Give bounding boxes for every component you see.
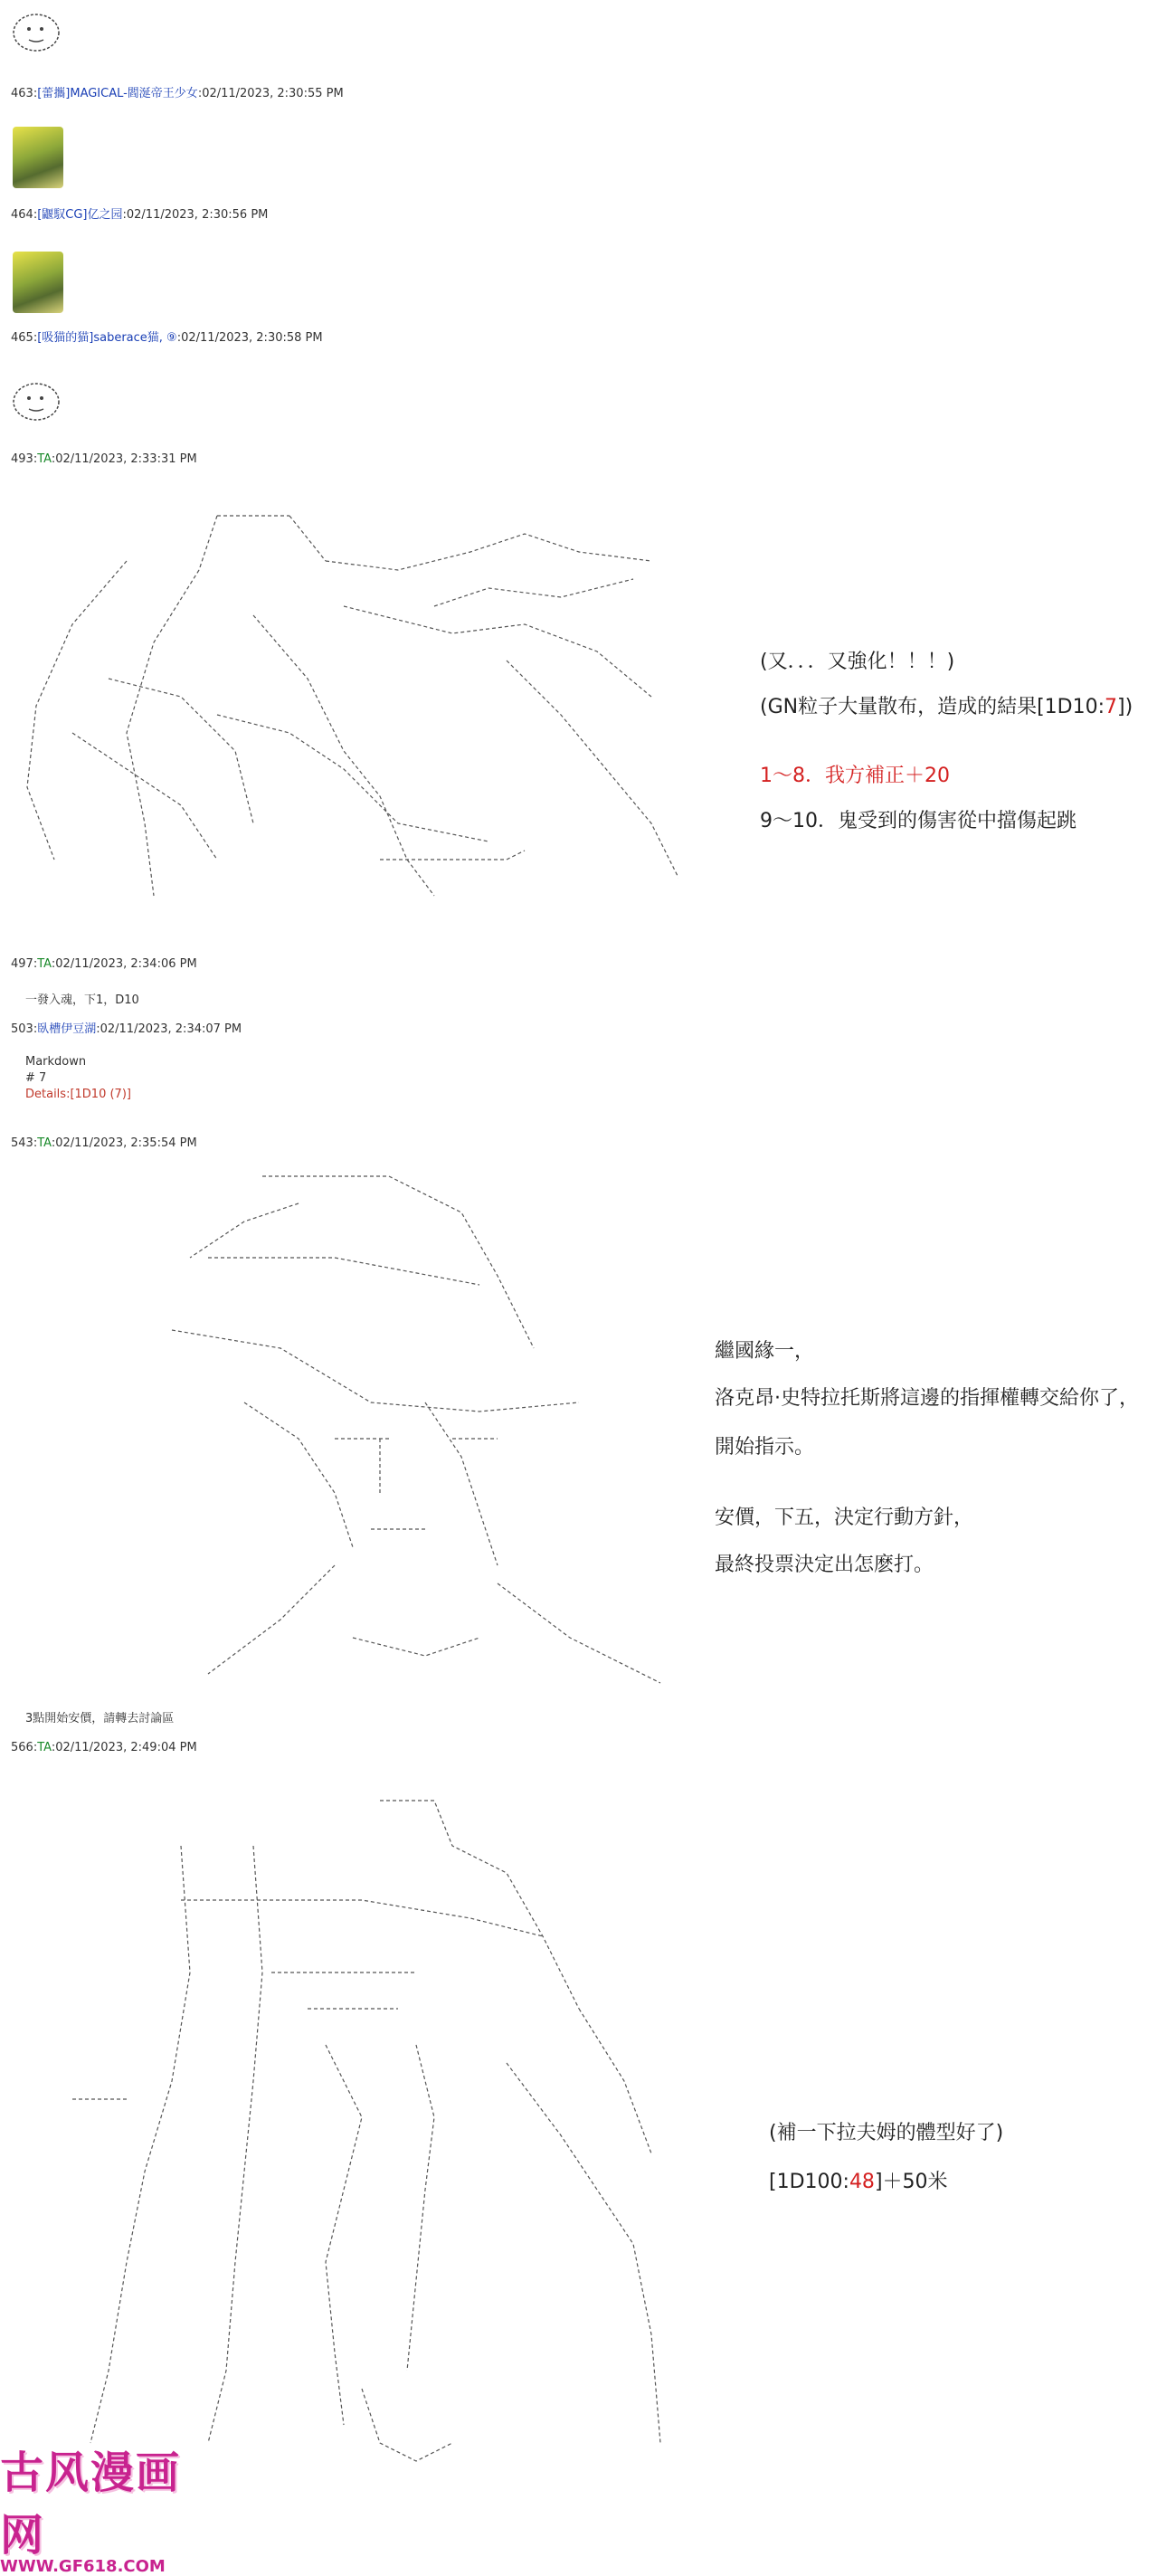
post503-details: Details:[1D10 (7)] (25, 1088, 131, 1101)
poster-name-link[interactable]: [鼴馭CG]亿之园 (37, 208, 123, 222)
avatar (13, 252, 63, 313)
post543-line1: 繼國緣一， (715, 1340, 815, 1363)
post503-heading: # 7 (25, 1071, 47, 1085)
post566-line1: (補一下拉夫姆的體型好了) (769, 2122, 1004, 2144)
post-header-463: 463:[蕾攜]MAGICAL-閻涎帝王少女:02/11/2023, 2:30:55 PM (11, 87, 344, 100)
post543-line5: 最終投票決定出怎麽打。 (715, 1554, 934, 1576)
post-header-543: 543:TA:02/11/2023, 2:35:54 PM (11, 1136, 197, 1150)
post543-footer: 3點開始安價，請轉去討論區 (25, 1712, 175, 1725)
post-header-464: 464:[鼴馭CG]亿之园:02/11/2023, 2:30:56 PM (11, 208, 269, 222)
post-header-566: 566:TA:02/11/2023, 2:49:04 PM (11, 1741, 197, 1754)
post566-line2: [1D100:48]＋50米 (769, 2171, 948, 2193)
dice-roll-result: 7 (1105, 696, 1118, 718)
post493-line2: (GN粒子大量散布，造成的結果[1D10:7]) (760, 696, 1133, 718)
poster-name-link[interactable]: TA (37, 1136, 52, 1150)
poster-name-link[interactable]: [蕾攜]MAGICAL-閻涎帝王少女 (37, 87, 198, 100)
post-header-497: 497:TA:02/11/2023, 2:34:06 PM (11, 957, 197, 971)
poster-name-link[interactable]: 臥槽伊豆湖 (37, 1022, 97, 1036)
post497-text: 一發入魂，下1，D10 (25, 993, 139, 1007)
poster-name-link[interactable]: [吸猫的猫]saberace猫, ⑨ (37, 331, 177, 345)
post543-line2: 洛克昂·史特拉托斯將這邊的指揮權轉交給你了， (715, 1387, 1139, 1410)
ascii-art-portrait (154, 1167, 678, 1692)
post493-line3: 1～8．我方補正＋20 (760, 765, 950, 787)
post543-line4: 安價，下五，決定行動方針， (715, 1507, 974, 1529)
post493-line1: (又．．．又強化！！！) (760, 651, 955, 673)
ascii-art-figure (18, 498, 678, 914)
post503-markdown-label: Markdown (25, 1055, 87, 1069)
face-emoji-icon (9, 7, 63, 58)
post-header-503: 503:臥槽伊豆湖:02/11/2023, 2:34:07 PM (11, 1022, 242, 1036)
post-header-493: 493:TA:02/11/2023, 2:33:31 PM (11, 452, 197, 466)
site-watermark-logo: 古风漫画网 WWW.GF618.COM (0, 2448, 182, 2576)
poster-name-link[interactable]: TA (37, 957, 52, 971)
dice-roll-result: 48 (849, 2171, 875, 2193)
poster-name-link[interactable]: TA (37, 1741, 52, 1754)
poster-name-link[interactable]: TA (37, 452, 52, 466)
ascii-art-creature (36, 1792, 688, 2479)
avatar (13, 127, 63, 188)
post493-line4: 9～10．鬼受到的傷害從中擋傷起跳 (760, 810, 1076, 832)
post-header-465: 465:[吸猫的猫]saberace猫, ⑨:02/11/2023, 2:30:58 PM (11, 331, 323, 345)
post543-line3: 開始指示。 (715, 1436, 815, 1459)
face-emoji-icon (9, 376, 63, 427)
